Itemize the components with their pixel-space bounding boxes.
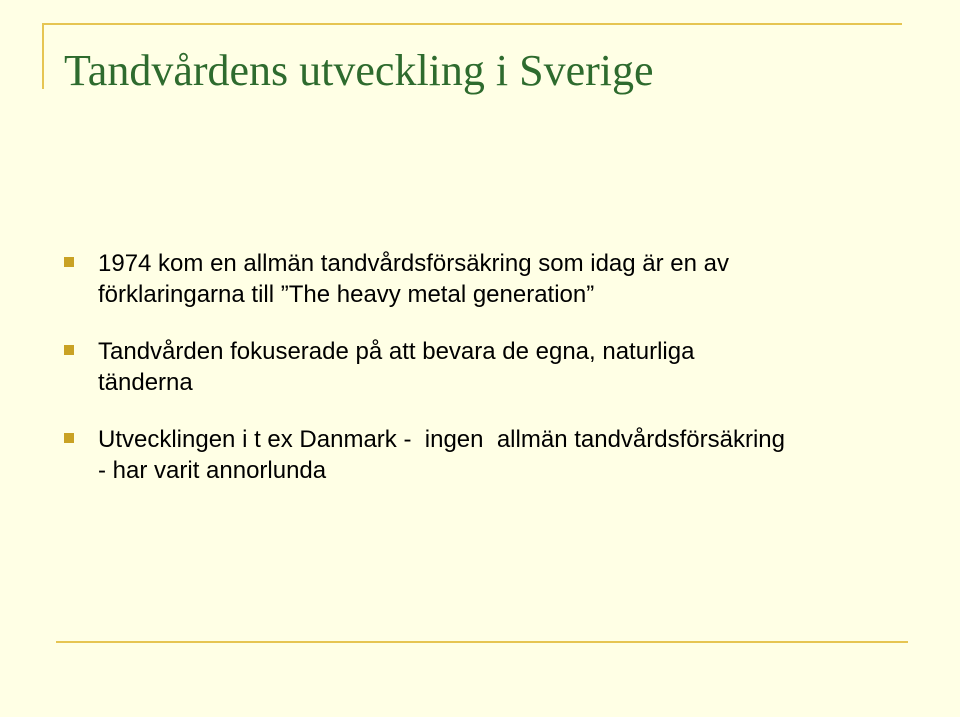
square-bullet-icon <box>64 433 74 443</box>
bullet-item <box>64 336 924 398</box>
bullet-text-line: Utvecklingen i t ex Danmark - ingen allmän tandvårdsförsäkring <box>98 426 785 453</box>
square-bullet-icon <box>64 257 74 267</box>
top-frame-line <box>42 23 902 25</box>
bullet-text-line: - har varit annorlunda <box>98 457 327 484</box>
bullet-list <box>64 248 924 512</box>
bullet-item <box>64 248 924 310</box>
bullet-item <box>64 424 924 486</box>
bullet-text-line: Tandvården fokuserade på att bevara de egna, naturliga <box>98 338 695 365</box>
bullet-text-line: tänderna <box>98 369 193 396</box>
square-bullet-icon <box>64 345 74 355</box>
slide-title: Tandvårdens utveckling i Sverige <box>64 46 654 95</box>
left-frame-line <box>42 23 44 89</box>
bottom-rule-line <box>56 641 908 643</box>
bullet-text-line: förklaringarna till ”The heavy metal generation” <box>98 281 595 308</box>
bullet-text-line: 1974 kom en allmän tandvårdsförsäkring som idag är en av <box>98 250 730 277</box>
